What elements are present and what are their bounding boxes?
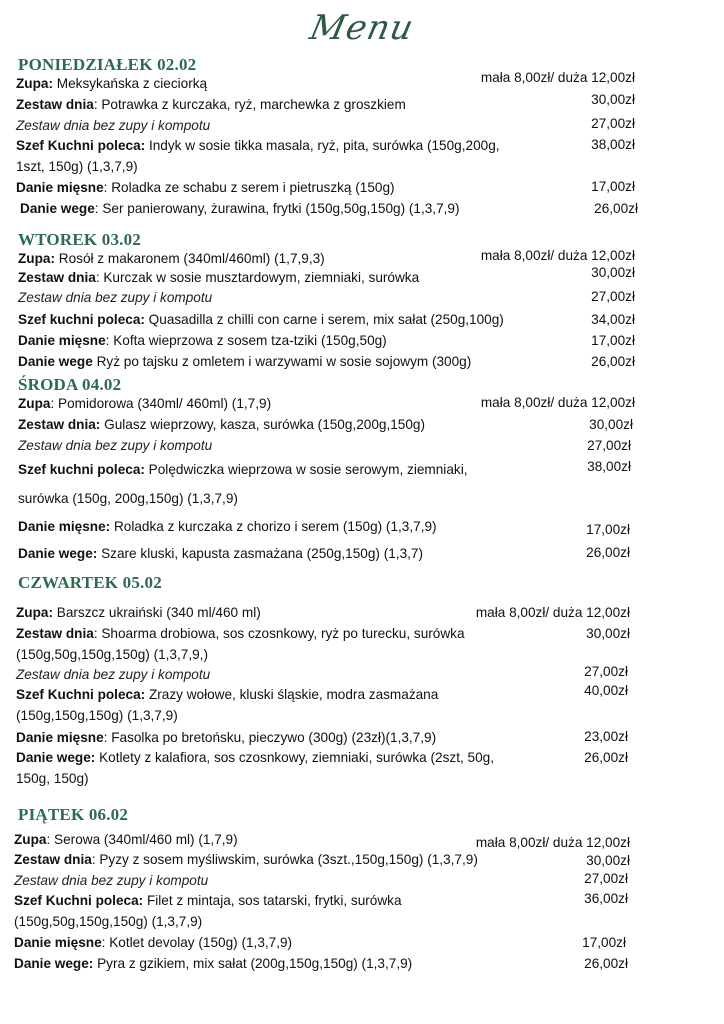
item-text: Zestaw dnia bez zupy i kompotu: [14, 873, 209, 888]
menu-item-vege: [14, 956, 412, 972]
item-price: 30,00zł: [586, 853, 630, 868]
item-text: Polędwiczka wieprzowa w sosie serowym, ziemniaki,: [144, 462, 468, 477]
item-label: Danie wege:: [14, 956, 94, 971]
item-label: Danie mięsne: [16, 180, 104, 195]
item-label: Danie mięsne: [16, 730, 104, 745]
item-text: (150g,150g,150g) (1,3,7,9): [16, 708, 178, 723]
item-price: 27,00zł: [591, 116, 635, 131]
menu-item-set-no-soup: [16, 118, 210, 134]
item-text: Zestaw dnia bez zupy i kompotu: [18, 290, 213, 305]
item-text: Kotlety z kalafiora, sos czosnkowy, ziemniaki, surówka (2szt, 50g,: [95, 750, 494, 765]
menu-item-set: [18, 417, 425, 433]
item-text: : Pomidorowa (340ml/ 460ml) (1,7,9): [50, 396, 272, 411]
item-price: mała 8,00zł/ duża 12,00zł: [480, 395, 635, 410]
item-price: 30,00zł: [586, 626, 630, 641]
menu-item-vege: [18, 354, 471, 370]
item-text: Zestaw dnia bez zupy i kompotu: [16, 667, 211, 682]
item-text: : Potrawka z kurczaka, ryż, marchewka z groszkiem: [93, 97, 406, 112]
item-text: Gulasz wieprzowy, kasza, surówka (150g,200g,150g): [100, 417, 425, 432]
item-text: : Roladka ze schabu z serem i pietruszką (150g): [103, 180, 395, 195]
day-heading: CZWARTEK 05.02: [18, 573, 162, 592]
menu-item-set: [16, 626, 465, 642]
item-label: Szef kuchni poleca:: [18, 312, 145, 327]
item-label: Zestaw dnia: [16, 626, 94, 641]
item-price: 23,00zł: [584, 729, 628, 744]
item-text: Zestaw dnia bez zupy i kompotu: [18, 438, 213, 453]
item-price: 30,00zł: [591, 265, 635, 280]
item-text: 1szt, 150g) (1,3,7,9): [16, 159, 138, 174]
menu-item-meat: [14, 935, 292, 951]
item-price: 26,00zł: [586, 545, 630, 560]
item-text: : Kotlet devolay (150g) (1,3,7,9): [101, 935, 293, 950]
menu-item-vege: [20, 201, 460, 217]
menu-item-meat: [18, 519, 437, 535]
item-label: Zupa: [14, 832, 47, 847]
item-label: Zupa:: [18, 251, 55, 266]
item-text: : Pyzy z sosem myśliwskim, surówka (3szt.,150g,150g) (1,3,7,9): [91, 852, 478, 867]
item-text: : Fasolka po bretońsku, pieczywo (300g) (23zł)(1,3,7,9): [103, 730, 437, 745]
item-label: Danie wege:: [18, 546, 98, 561]
item-text: Filet z mintaja, sos tatarski, frytki, surówka: [143, 893, 402, 908]
item-text: Zrazy wołowe, kluski śląskie, modra zasmażana: [145, 687, 439, 702]
menu-item-soup: [18, 251, 325, 267]
item-price: 27,00zł: [584, 664, 628, 679]
item-price: 17,00zł: [591, 179, 635, 194]
menu-item-set-no-soup: [18, 438, 212, 454]
menu-item-soup: [18, 396, 271, 412]
item-price: 26,00zł: [594, 201, 638, 216]
item-text: : Serowa (340ml/460 ml) (1,7,9): [46, 832, 238, 847]
item-price: 17,00zł: [582, 935, 626, 950]
item-label: Danie mięsne: [18, 333, 106, 348]
menu-item-set: [14, 852, 478, 868]
menu-item-set-cont: [16, 647, 208, 663]
menu-item-soup: [14, 832, 238, 848]
day-heading: ŚRODA 04.02: [18, 375, 122, 394]
item-label: Szef Kuchni poleca:: [14, 893, 144, 908]
item-text: Rosół z makaronem (340ml/460ml) (1,7,9,3): [55, 251, 325, 266]
day-heading: PONIEDZIAŁEK 02.02: [18, 55, 197, 74]
item-text: : Kofta wieprzowa z sosem tza-tziki (150g,50g): [105, 333, 387, 348]
item-label: Zupa:: [16, 605, 53, 620]
item-text: : Kurczak w sosie musztardowym, ziemniaki, surówka: [95, 270, 420, 285]
menu-item-soup: [16, 605, 261, 621]
item-price: 36,00zł: [584, 891, 628, 906]
item-price: 38,00zł: [587, 459, 631, 474]
item-label: Danie wege: [20, 201, 95, 216]
item-text: Indyk w sosie tikka masala, ryż, pita, surówka (150g,200g,: [145, 138, 500, 153]
item-price: 40,00zł: [584, 683, 628, 698]
item-price: 38,00zł: [591, 137, 635, 152]
item-label: Danie mięsne:: [18, 519, 111, 534]
item-price: 17,00zł: [591, 333, 635, 348]
menu-item-vege: [16, 750, 494, 766]
item-text: 150g, 150g): [16, 771, 89, 786]
item-text: Roladka z kurczaka z chorizo i serem (150g) (1,3,7,9): [110, 519, 437, 534]
item-text: Pyra z gzikiem, mix sałat (200g,150g,150g) (1,3,7,9): [93, 956, 413, 971]
menu-item-chef-cont: [18, 491, 238, 507]
item-price: 26,00zł: [584, 956, 628, 971]
item-price: 27,00zł: [584, 871, 628, 886]
menu-item-chef: [18, 462, 468, 478]
item-text: (150g,50g,150g,150g) (1,3,7,9): [14, 914, 203, 929]
item-label: Danie mięsne: [14, 935, 102, 950]
item-text: Zestaw dnia bez zupy i kompotu: [16, 118, 211, 133]
menu-item-meat: [16, 180, 395, 196]
item-text: Szare kluski, kapusta zasmażana (250g,150g) (1,3,7): [97, 546, 423, 561]
menu-item-chef-cont: [16, 708, 178, 724]
menu-item-set: [16, 97, 406, 113]
menu-item-chef: [18, 312, 504, 328]
menu-item-soup: [16, 76, 207, 92]
item-price: 34,00zł: [591, 312, 635, 327]
item-label: Szef kuchni poleca:: [18, 462, 145, 477]
item-text: Meksykańska z cieciorką: [53, 76, 208, 91]
item-price: 27,00zł: [591, 289, 635, 304]
menu-item-chef-cont: [16, 159, 138, 175]
menu-item-set-no-soup: [16, 667, 210, 683]
item-text: : Ser panierowany, żurawina, frytki (150g,50g,150g) (1,3,7,9): [94, 201, 460, 216]
item-label: Danie wege:: [16, 750, 96, 765]
item-text: Barszcz ukraiński (340 ml/460 ml): [53, 605, 261, 620]
item-text: : Shoarma drobiowa, sos czosnkowy, ryż po turecku, surówka: [93, 626, 465, 641]
item-label: Zupa: [18, 396, 51, 411]
item-price: 27,00zł: [587, 438, 631, 453]
menu-item-meat: [18, 333, 387, 349]
item-label: Zestaw dnia: [18, 270, 96, 285]
item-label: Szef Kuchni poleca:: [16, 138, 146, 153]
menu-item-chef-cont: [14, 914, 202, 930]
item-text: surówka (150g, 200g,150g) (1,3,7,9): [18, 491, 238, 506]
menu-item-set-no-soup: [18, 290, 212, 306]
menu-item-chef: [16, 687, 438, 703]
item-price: mała 8,00zł/ duża 12,00zł: [475, 835, 630, 850]
item-price: 30,00zł: [589, 417, 633, 432]
item-price: 17,00zł: [586, 522, 630, 537]
item-label: Zestaw dnia: [16, 97, 94, 112]
item-text: Quasadilla z chilli con carne i serem, mix sałat (250g,100g): [144, 312, 504, 327]
menu-item-meat: [16, 730, 436, 746]
item-label: Szef Kuchni poleca:: [16, 687, 146, 702]
menu-item-chef: [16, 138, 500, 154]
item-price: 26,00zł: [591, 354, 635, 369]
item-price: mała 8,00zł/ duża 12,00zł: [480, 70, 635, 85]
menu-item-set: [18, 270, 419, 286]
item-price: 26,00zł: [584, 750, 628, 765]
item-text: Ryż po tajsku z omletem i warzywami w sosie sojowym (300g): [92, 354, 472, 369]
item-price: mała 8,00zł/ duża 12,00zł: [480, 248, 635, 263]
item-text: (150g,50g,150g,150g) (1,3,7,9,): [16, 647, 208, 662]
menu-item-chef: [14, 893, 402, 909]
menu-item-vege: [18, 546, 423, 562]
item-label: Zupa:: [16, 76, 53, 91]
menu-item-vege-cont: [16, 771, 89, 787]
menu-item-set-no-soup: [14, 873, 208, 889]
menu-title: Menu: [306, 8, 418, 48]
item-label: Danie wege: [18, 354, 93, 369]
item-label: Zestaw dnia:: [18, 417, 101, 432]
item-price: 30,00zł: [591, 92, 635, 107]
day-heading: WTOREK 03.02: [18, 230, 141, 249]
day-heading: PIĄTEK 06.02: [18, 805, 129, 824]
item-label: Zestaw dnia: [14, 852, 92, 867]
item-price: mała 8,00zł/ duża 12,00zł: [475, 605, 630, 620]
